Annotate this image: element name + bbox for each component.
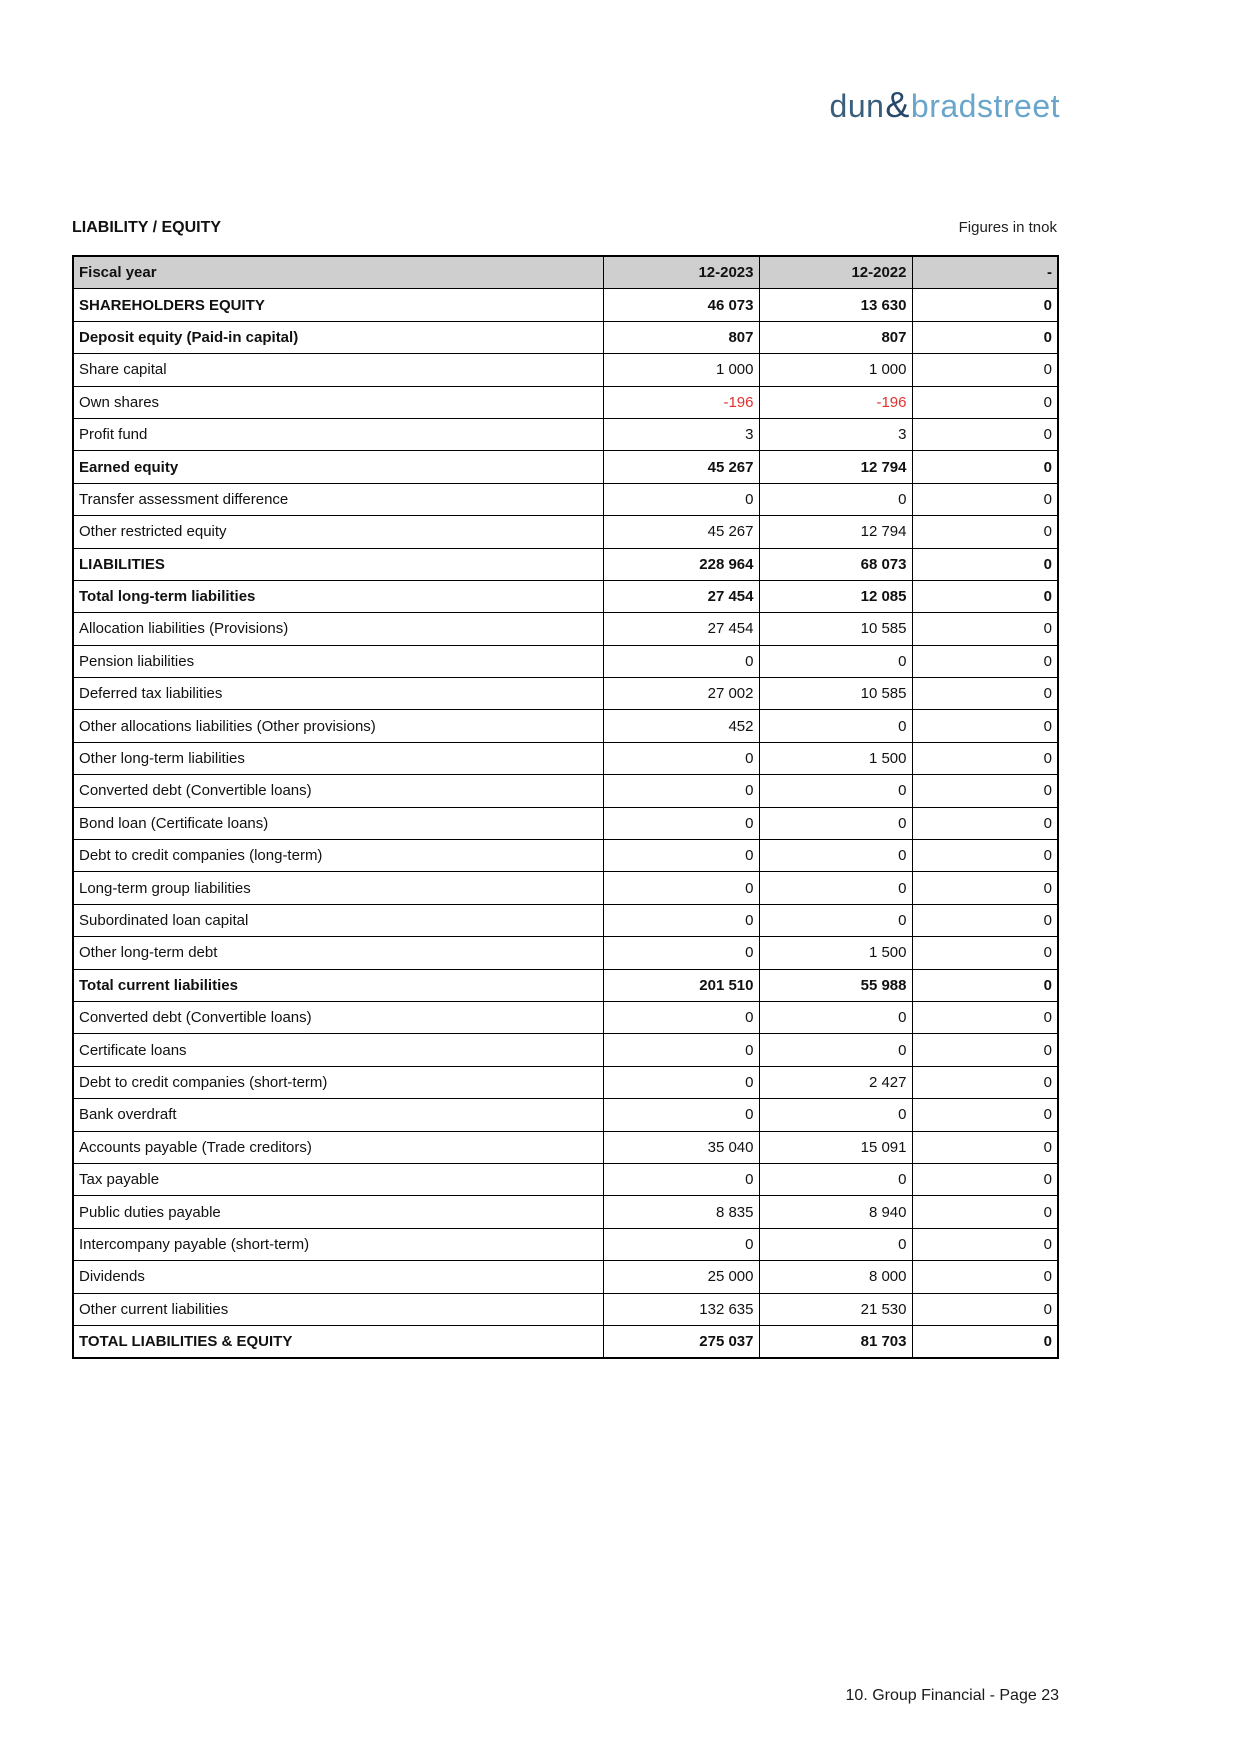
table-row bbox=[73, 321, 1058, 353]
row-value: 0 bbox=[912, 1163, 1058, 1195]
row-value: 0 bbox=[912, 1261, 1058, 1293]
row-label: Subordinated loan capital bbox=[73, 904, 603, 936]
row-label: Share capital bbox=[73, 354, 603, 386]
row-value: 81 703 bbox=[759, 1325, 912, 1358]
row-value: 0 bbox=[759, 872, 912, 904]
column-header-12-2022: 12-2022 bbox=[759, 256, 912, 289]
table-row bbox=[73, 904, 1058, 936]
row-label: Profit fund bbox=[73, 418, 603, 450]
row-label: LIABILITIES bbox=[73, 548, 603, 580]
row-label: Other long-term liabilities bbox=[73, 742, 603, 774]
table-row bbox=[73, 418, 1058, 450]
table-row bbox=[73, 354, 1058, 386]
row-value: 0 bbox=[603, 1001, 759, 1033]
row-label: Bank overdraft bbox=[73, 1099, 603, 1131]
row-value: 1 000 bbox=[759, 354, 912, 386]
row-value: 68 073 bbox=[759, 548, 912, 580]
row-label: Other current liabilities bbox=[73, 1293, 603, 1325]
row-value: 807 bbox=[603, 321, 759, 353]
row-value: 0 bbox=[912, 937, 1058, 969]
row-label: Other allocations liabilities (Other provisions) bbox=[73, 710, 603, 742]
table-row bbox=[73, 1001, 1058, 1033]
row-value: 10 585 bbox=[759, 678, 912, 710]
row-value: 3 bbox=[603, 418, 759, 450]
row-label: Certificate loans bbox=[73, 1034, 603, 1066]
row-label: Total current liabilities bbox=[73, 969, 603, 1001]
row-value: 0 bbox=[912, 678, 1058, 710]
column-header-fiscal-year: Fiscal year bbox=[73, 256, 603, 289]
table-row bbox=[73, 1066, 1058, 1098]
table-row bbox=[73, 872, 1058, 904]
row-value: 0 bbox=[912, 1293, 1058, 1325]
table-header-row bbox=[73, 256, 1058, 289]
table-row bbox=[73, 710, 1058, 742]
row-label: Deferred tax liabilities bbox=[73, 678, 603, 710]
row-label: TOTAL LIABILITIES & EQUITY bbox=[73, 1325, 603, 1358]
row-value: 0 bbox=[912, 613, 1058, 645]
row-value: 8 940 bbox=[759, 1196, 912, 1228]
row-value: 0 bbox=[603, 872, 759, 904]
row-value: 0 bbox=[912, 807, 1058, 839]
table-row bbox=[73, 645, 1058, 677]
row-value: 0 bbox=[759, 483, 912, 515]
row-value: -196 bbox=[603, 386, 759, 418]
table-row bbox=[73, 451, 1058, 483]
row-value: 452 bbox=[603, 710, 759, 742]
row-value: 0 bbox=[912, 969, 1058, 1001]
table-row bbox=[73, 1163, 1058, 1195]
row-value: 275 037 bbox=[603, 1325, 759, 1358]
row-label: Transfer assessment difference bbox=[73, 483, 603, 515]
table-row bbox=[73, 840, 1058, 872]
table-row bbox=[73, 1196, 1058, 1228]
row-value: 0 bbox=[603, 742, 759, 774]
row-value: 0 bbox=[759, 1034, 912, 1066]
column-header-12-2023: 12-2023 bbox=[603, 256, 759, 289]
row-label: Tax payable bbox=[73, 1163, 603, 1195]
row-value: 0 bbox=[912, 904, 1058, 936]
row-value: 0 bbox=[603, 1034, 759, 1066]
row-value: 201 510 bbox=[603, 969, 759, 1001]
row-value: 0 bbox=[603, 1099, 759, 1131]
row-value: 15 091 bbox=[759, 1131, 912, 1163]
row-value: 0 bbox=[912, 289, 1058, 321]
row-value: 0 bbox=[759, 645, 912, 677]
title-row bbox=[72, 219, 1057, 237]
row-value: 0 bbox=[912, 386, 1058, 418]
row-value: 0 bbox=[912, 1099, 1058, 1131]
row-value: 0 bbox=[603, 840, 759, 872]
row-value: 21 530 bbox=[759, 1293, 912, 1325]
table-row bbox=[73, 1261, 1058, 1293]
row-value: 1 500 bbox=[759, 937, 912, 969]
row-value: 0 bbox=[759, 775, 912, 807]
row-value: 12 794 bbox=[759, 451, 912, 483]
dun-and-bradstreet-logo bbox=[830, 84, 1060, 126]
row-label: Long-term group liabilities bbox=[73, 872, 603, 904]
row-value: 0 bbox=[603, 937, 759, 969]
row-label: Earned equity bbox=[73, 451, 603, 483]
row-value: 0 bbox=[759, 840, 912, 872]
row-label: Own shares bbox=[73, 386, 603, 418]
row-value: 0 bbox=[912, 548, 1058, 580]
liability-equity-table bbox=[72, 255, 1059, 1359]
table-row bbox=[73, 1293, 1058, 1325]
logo-ampersand-icon: & bbox=[885, 84, 910, 125]
row-value: 0 bbox=[603, 483, 759, 515]
row-label: Deposit equity (Paid-in capital) bbox=[73, 321, 603, 353]
row-value: 45 267 bbox=[603, 451, 759, 483]
row-label: Dividends bbox=[73, 1261, 603, 1293]
row-value: 0 bbox=[912, 775, 1058, 807]
row-value: 0 bbox=[912, 321, 1058, 353]
row-value: 8 835 bbox=[603, 1196, 759, 1228]
row-label: Other long-term debt bbox=[73, 937, 603, 969]
row-value: 0 bbox=[912, 451, 1058, 483]
row-value: 46 073 bbox=[603, 289, 759, 321]
row-value: 0 bbox=[912, 1196, 1058, 1228]
row-value: 0 bbox=[912, 418, 1058, 450]
row-value: 0 bbox=[912, 516, 1058, 548]
table-row bbox=[73, 969, 1058, 1001]
row-value: 8 000 bbox=[759, 1261, 912, 1293]
row-value: 0 bbox=[603, 775, 759, 807]
table-row bbox=[73, 613, 1058, 645]
table-header bbox=[73, 256, 1058, 289]
row-value: 0 bbox=[603, 904, 759, 936]
table-row bbox=[73, 580, 1058, 612]
row-label: Accounts payable (Trade creditors) bbox=[73, 1131, 603, 1163]
row-value: 13 630 bbox=[759, 289, 912, 321]
row-value: 0 bbox=[912, 1325, 1058, 1358]
row-label: Allocation liabilities (Provisions) bbox=[73, 613, 603, 645]
table-row bbox=[73, 1325, 1058, 1358]
row-label: Pension liabilities bbox=[73, 645, 603, 677]
row-value: 2 427 bbox=[759, 1066, 912, 1098]
row-value: 12 085 bbox=[759, 580, 912, 612]
row-label: SHAREHOLDERS EQUITY bbox=[73, 289, 603, 321]
row-value: -196 bbox=[759, 386, 912, 418]
row-value: 12 794 bbox=[759, 516, 912, 548]
row-label: Converted debt (Convertible loans) bbox=[73, 1001, 603, 1033]
row-value: 0 bbox=[759, 1163, 912, 1195]
row-label: Intercompany payable (short-term) bbox=[73, 1228, 603, 1260]
row-label: Debt to credit companies (short-term) bbox=[73, 1066, 603, 1098]
logo-text-bradstreet: bradstreet bbox=[910, 88, 1060, 124]
table-row bbox=[73, 742, 1058, 774]
row-value: 27 002 bbox=[603, 678, 759, 710]
table-row bbox=[73, 937, 1058, 969]
row-value: 0 bbox=[912, 1131, 1058, 1163]
page-footer: 10. Group Financial - Page 23 bbox=[845, 1687, 1059, 1704]
row-label: Other restricted equity bbox=[73, 516, 603, 548]
row-value: 0 bbox=[603, 1228, 759, 1260]
row-value: 10 585 bbox=[759, 613, 912, 645]
row-value: 0 bbox=[603, 645, 759, 677]
row-value: 0 bbox=[759, 710, 912, 742]
row-value: 0 bbox=[912, 840, 1058, 872]
row-label: Total long-term liabilities bbox=[73, 580, 603, 612]
row-label: Bond loan (Certificate loans) bbox=[73, 807, 603, 839]
row-value: 0 bbox=[759, 904, 912, 936]
row-label: Converted debt (Convertible loans) bbox=[73, 775, 603, 807]
row-value: 0 bbox=[759, 1228, 912, 1260]
row-value: 55 988 bbox=[759, 969, 912, 1001]
table-row bbox=[73, 1034, 1058, 1066]
row-value: 0 bbox=[759, 1001, 912, 1033]
logo-text-dun: dun bbox=[829, 88, 885, 124]
row-value: 35 040 bbox=[603, 1131, 759, 1163]
row-label: Public duties payable bbox=[73, 1196, 603, 1228]
column-header-blank: - bbox=[912, 256, 1058, 289]
row-value: 228 964 bbox=[603, 548, 759, 580]
row-value: 0 bbox=[912, 1034, 1058, 1066]
row-value: 0 bbox=[912, 483, 1058, 515]
row-value: 45 267 bbox=[603, 516, 759, 548]
row-value: 0 bbox=[912, 645, 1058, 677]
row-value: 0 bbox=[912, 1001, 1058, 1033]
row-value: 27 454 bbox=[603, 580, 759, 612]
row-value: 0 bbox=[603, 807, 759, 839]
row-value: 0 bbox=[912, 1228, 1058, 1260]
row-value: 27 454 bbox=[603, 613, 759, 645]
table-row bbox=[73, 807, 1058, 839]
row-value: 0 bbox=[912, 742, 1058, 774]
table-row bbox=[73, 1099, 1058, 1131]
table-row bbox=[73, 678, 1058, 710]
table-row bbox=[73, 483, 1058, 515]
row-value: 1 000 bbox=[603, 354, 759, 386]
row-value: 0 bbox=[912, 354, 1058, 386]
row-value: 3 bbox=[759, 418, 912, 450]
table-row bbox=[73, 289, 1058, 321]
table-row bbox=[73, 516, 1058, 548]
page-title: LIABILITY / EQUITY bbox=[72, 219, 222, 236]
table-row bbox=[73, 1228, 1058, 1260]
row-value: 25 000 bbox=[603, 1261, 759, 1293]
row-value: 0 bbox=[912, 872, 1058, 904]
table-row bbox=[73, 775, 1058, 807]
row-value: 0 bbox=[603, 1066, 759, 1098]
row-label: Debt to credit companies (long-term) bbox=[73, 840, 603, 872]
row-value: 807 bbox=[759, 321, 912, 353]
row-value: 0 bbox=[912, 580, 1058, 612]
table-row bbox=[73, 386, 1058, 418]
row-value: 0 bbox=[759, 1099, 912, 1131]
row-value: 0 bbox=[912, 1066, 1058, 1098]
table-row bbox=[73, 1131, 1058, 1163]
row-value: 132 635 bbox=[603, 1293, 759, 1325]
row-value: 0 bbox=[603, 1163, 759, 1195]
table-body bbox=[73, 289, 1058, 1358]
table-row bbox=[73, 548, 1058, 580]
figures-unit-note: Figures in tnok bbox=[958, 219, 1057, 236]
row-value: 1 500 bbox=[759, 742, 912, 774]
row-value: 0 bbox=[912, 710, 1058, 742]
row-value: 0 bbox=[759, 807, 912, 839]
